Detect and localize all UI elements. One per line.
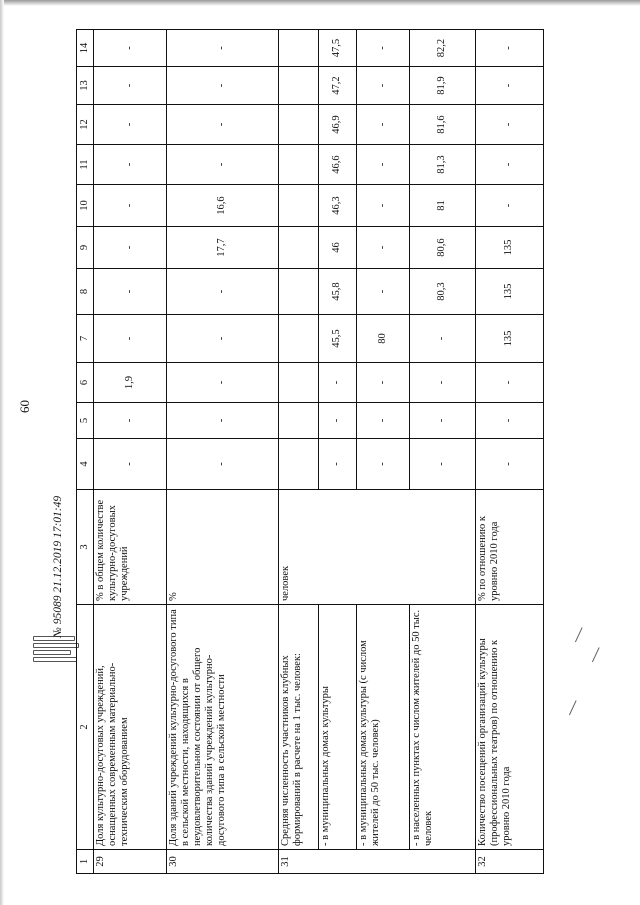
value-cell: - xyxy=(318,363,356,403)
col-header: 8 xyxy=(77,269,94,315)
value-cell: 17,7 xyxy=(167,227,279,269)
value-cell: 80,6 xyxy=(409,227,475,269)
value-cell: - xyxy=(167,363,279,403)
unit-cell: % в общем количестве культурно-досуговых учреждений xyxy=(94,490,167,605)
value-cell xyxy=(278,269,318,315)
table-rotated xyxy=(76,30,544,874)
value-cell: 1,9 xyxy=(94,363,167,403)
row-number xyxy=(318,850,356,874)
value-cell: - xyxy=(475,145,543,185)
value-cell: - xyxy=(94,403,167,439)
value-cell xyxy=(278,227,318,269)
value-cell xyxy=(278,439,318,490)
value-cell: - xyxy=(167,105,279,145)
col-header: 13 xyxy=(77,67,94,105)
registry-logo-icon xyxy=(33,636,79,674)
scan-left-edge xyxy=(0,0,4,905)
value-cell: 45,8 xyxy=(318,269,356,315)
value-cell: 80 xyxy=(356,315,409,363)
table-row xyxy=(278,30,318,874)
col-header: 14 xyxy=(77,30,94,67)
value-cell: - xyxy=(409,439,475,490)
indicator-name: - в муниципальных домах культуры xyxy=(318,605,356,850)
value-cell: - xyxy=(409,403,475,439)
value-cell: - xyxy=(356,227,409,269)
col-header: 5 xyxy=(77,403,94,439)
value-cell: 81,3 xyxy=(409,145,475,185)
value-cell: - xyxy=(94,185,167,227)
unit-cell xyxy=(409,490,475,605)
value-cell: - xyxy=(356,439,409,490)
value-cell: - xyxy=(94,105,167,145)
indicator-name: Доля культурно-досуговых учреждений, оснащенных современным материально-техническим оборудованием xyxy=(94,605,167,850)
value-cell: - xyxy=(356,185,409,227)
value-cell: - xyxy=(475,67,543,105)
table-row xyxy=(475,30,543,874)
value-cell: - xyxy=(94,269,167,315)
value-cell: 81 xyxy=(409,185,475,227)
value-cell: - xyxy=(409,363,475,403)
unit-cell xyxy=(318,490,356,605)
value-cell: 47,5 xyxy=(318,30,356,67)
margin-mark xyxy=(569,700,582,717)
value-cell xyxy=(278,67,318,105)
row-number xyxy=(356,850,409,874)
value-cell xyxy=(278,30,318,67)
table-row xyxy=(167,30,279,874)
value-cell: - xyxy=(167,30,279,67)
value-cell: - xyxy=(167,439,279,490)
value-cell: - xyxy=(318,403,356,439)
value-cell: - xyxy=(356,30,409,67)
value-cell: - xyxy=(167,315,279,363)
scan-top-edge xyxy=(0,0,640,6)
value-cell: - xyxy=(356,269,409,315)
row-number: 29 xyxy=(94,850,167,874)
value-cell: 46 xyxy=(318,227,356,269)
registration-stamp: № 95089 21.12.2019 17:01:49 xyxy=(52,495,64,638)
value-cell: - xyxy=(475,105,543,145)
col-header: 11 xyxy=(77,145,94,185)
value-cell: - xyxy=(356,403,409,439)
value-cell: - xyxy=(94,30,167,67)
value-cell: - xyxy=(475,439,543,490)
value-cell: - xyxy=(167,67,279,105)
value-cell: - xyxy=(475,30,543,67)
value-cell: - xyxy=(94,439,167,490)
value-cell: 81,6 xyxy=(409,105,475,145)
value-cell xyxy=(278,403,318,439)
col-header: 4 xyxy=(77,439,94,490)
value-cell: - xyxy=(94,145,167,185)
row-number xyxy=(409,850,475,874)
value-cell: 135 xyxy=(475,315,543,363)
value-cell: 16,6 xyxy=(167,185,279,227)
margin-mark xyxy=(592,647,605,664)
indicator-name: - в населенных пунктах с числом жителей до 50 тыс. человек xyxy=(409,605,475,850)
col-header: 7 xyxy=(77,315,94,363)
unit-cell xyxy=(356,490,409,605)
col-header: 10 xyxy=(77,185,94,227)
value-cell: - xyxy=(94,67,167,105)
value-cell: - xyxy=(356,363,409,403)
col-header: 2 xyxy=(77,605,94,850)
value-cell: - xyxy=(356,145,409,185)
value-cell: 45,5 xyxy=(318,315,356,363)
value-cell: 80,3 xyxy=(409,269,475,315)
value-cell: - xyxy=(167,403,279,439)
value-cell: 46,9 xyxy=(318,105,356,145)
value-cell: 46,3 xyxy=(318,185,356,227)
value-cell xyxy=(278,363,318,403)
value-cell: 135 xyxy=(475,269,543,315)
column-header-row xyxy=(77,30,94,874)
value-cell: - xyxy=(475,403,543,439)
value-cell: 81,9 xyxy=(409,67,475,105)
table-row xyxy=(94,30,167,874)
value-cell: 82,2 xyxy=(409,30,475,67)
value-cell xyxy=(278,315,318,363)
indicator-name: Количество посещений организаций культуры (профессиональных театров) по отношению к уровню 2010 года xyxy=(475,605,543,850)
col-header: 3 xyxy=(77,490,94,605)
value-cell: - xyxy=(356,67,409,105)
table-row xyxy=(409,30,475,874)
value-cell: - xyxy=(475,363,543,403)
row-number: 31 xyxy=(278,850,318,874)
indicator-name: Средняя численность участников клубных формирований в расчете на 1 тыс. человек: xyxy=(278,605,318,850)
value-cell: - xyxy=(167,269,279,315)
value-cell: - xyxy=(167,145,279,185)
indicator-name: Доля зданий учреждений культурно-досугового типа в сельской местности, находящихся в неудовлетворительном состоянии от общего количества зданий учреждений культурно-досугового типа в сельской местности xyxy=(167,605,279,850)
col-header: 6 xyxy=(77,363,94,403)
margin-mark xyxy=(575,627,588,644)
table-row xyxy=(318,30,356,874)
value-cell: - xyxy=(94,227,167,269)
value-cell: 47,2 xyxy=(318,67,356,105)
unit-cell: человек xyxy=(278,490,318,605)
unit-cell: % xyxy=(167,490,279,605)
row-number: 30 xyxy=(167,850,279,874)
table-row xyxy=(356,30,409,874)
value-cell xyxy=(278,145,318,185)
col-header: 12 xyxy=(77,105,94,145)
value-cell: - xyxy=(356,105,409,145)
value-cell: - xyxy=(409,315,475,363)
col-header: 1 xyxy=(77,850,94,874)
col-header: 9 xyxy=(77,227,94,269)
value-cell: - xyxy=(475,185,543,227)
value-cell: - xyxy=(94,315,167,363)
value-cell xyxy=(278,105,318,145)
value-cell: 46,6 xyxy=(318,145,356,185)
indicator-name: - в муниципальных домах культуры (с числом жителей до 50 тыс. человек) xyxy=(356,605,409,850)
indicators-table xyxy=(76,29,544,874)
row-number: 32 xyxy=(475,850,543,874)
value-cell: 135 xyxy=(475,227,543,269)
value-cell xyxy=(278,185,318,227)
value-cell: - xyxy=(318,439,356,490)
unit-cell: % по отношению к уровню 2010 года xyxy=(475,490,543,605)
page-number: 60 xyxy=(17,400,32,413)
